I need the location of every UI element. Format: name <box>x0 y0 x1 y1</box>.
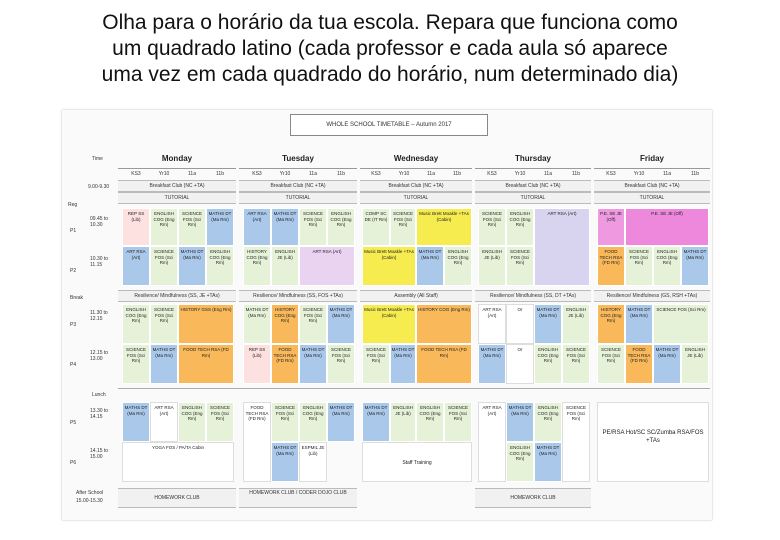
cell-science-fri: SCIENCE FOS (Sci Rm) <box>625 246 653 286</box>
cell-music-p3: Music Brett Moakle +TAs (Cabin) <box>362 304 416 344</box>
cell-art-thu-p3: ART RSA (Art) <box>478 304 506 344</box>
cell-maths-thu-p5: MATHS DT (Ma Rm) <box>506 402 534 442</box>
breakfast-mon: Breakfast Club (NC +TA) <box>118 180 236 192</box>
cell-art-p2: ART RSA (Art) <box>122 246 150 286</box>
row-lunch: Lunch <box>92 392 106 398</box>
cell-music: Music Brett Moakle +TAs (Cabin) <box>416 208 472 246</box>
cell-english-wed-p2: ENGLISH COG (Eng Rm) <box>444 246 472 286</box>
yr10-thu: Yr10 <box>514 171 526 177</box>
11a-fri: 11a <box>663 171 671 177</box>
cell-science-fri-p3: SCIENCE FOS (Sci Rm) <box>653 304 709 344</box>
homework-thu: HOMEWORK CLUB <box>475 488 591 508</box>
cell-or-thu-p4: Or <box>506 344 534 384</box>
cell-art-tue-p2: ART RSA (Art) <box>299 246 355 286</box>
cell-food-tue-p5: FOOD TECH RSA (FD Rm) <box>243 402 271 482</box>
timetable-image <box>62 110 712 520</box>
cell-art-thu: ART RSA (Art) <box>534 208 590 286</box>
cell-science-thu-p5: SCIENCE FOS (Sci Rm) <box>562 402 590 482</box>
cell-english: ENGLISH COG (Eng Rm) <box>150 208 178 246</box>
cell-science-p2: SCIENCE FOS (Sci Rm) <box>150 246 178 286</box>
cell-english-p5: ENGLISH COG (Eng Rm) <box>178 402 206 442</box>
cell-science-p5: SCIENCE FOS (Sci Rm) <box>206 402 234 442</box>
time-after: 15.00-15.30 <box>76 498 103 504</box>
row-reg: Reg <box>68 202 78 208</box>
cell-science-tue-p3: SCIENCE FOS (Sci Rm) <box>299 304 327 344</box>
11b-thu: 11b <box>572 171 580 177</box>
breakfast-tue: Breakfast Club (NC +TA) <box>239 180 357 192</box>
cell-english-wed2-p5: ENGLISH COG (Eng Rm) <box>416 402 444 442</box>
cell-science-thu-p2: SCIENCE FOS (Sci Rm) <box>506 246 534 286</box>
cell-science-p4: SCIENCE FOS (Sci Rm) <box>122 344 150 384</box>
period-p2: P2 <box>70 268 77 274</box>
cell-maths-tue-p6: MATHS DT (Ma Rm) <box>271 442 299 482</box>
cell-espmil-p6: ESPMIL JE (Lib) <box>299 442 327 482</box>
cell-english-fri: ENGLISH COG (Eng Rm) <box>653 246 681 286</box>
cell-english-wed-p5: ENGLISH JE (Lib) <box>390 402 416 442</box>
breakfast-fri: Breakfast Club (NC +TA) <box>594 180 710 192</box>
homework-mon: HOMEWORK CLUB <box>118 488 236 508</box>
heading-line-3: uma vez em cada quadrado do horário, num determinado dia) <box>101 63 679 86</box>
cell-maths-tue2-p3: MATHS DT (Ma Rm) <box>327 304 355 344</box>
time-p2: 10.30 to 11.15 <box>90 256 109 268</box>
cell-maths-tue-p5: MATHS DT (Ma Rm) <box>327 402 355 442</box>
11a-tue: 11a <box>309 171 317 177</box>
breakfast-thu: Breakfast Club (NC +TA) <box>475 180 591 192</box>
break-wed: Assembly (All Staff) <box>360 290 472 302</box>
cell-science-thu-p4: SCIENCE FOS (Sci Rm) <box>562 344 590 384</box>
ks3-fri: KS3 <box>606 171 616 177</box>
11b-wed: 11b <box>453 171 461 177</box>
yr10-tue: Yr10 <box>279 171 291 177</box>
cell-science-wed: SCIENCE FOS (Sci Rm) <box>390 208 416 246</box>
cell-pe-fri-p5: PE/RSA Hot/SC SC/Zumba RSA/FOS +TAs <box>597 402 709 482</box>
cell-maths-p5: MATHS DT (Ma Rm) <box>122 402 150 442</box>
cell-english-thu-p4: ENGLISH COG (Eng Rm) <box>534 344 562 384</box>
11b-mon: 11b <box>216 171 224 177</box>
tutorial-fri: TUTORIAL <box>594 192 710 204</box>
cell-art: ART RSA (Art) <box>243 208 271 246</box>
cell-science-tue-p4: SCIENCE FOS (Sci Rm) <box>327 344 355 384</box>
timetable-title: WHOLE SCHOOL TIMETABLE – Autumn 2017 <box>290 114 488 136</box>
cell-history-tue-p3: HISTORY COG (Eng Rm) <box>271 304 299 344</box>
yr10-mon: Yr10 <box>158 171 170 177</box>
cell-science-fri-p4: SCIENCE FOS (Sci Rm) <box>597 344 625 384</box>
yr10-wed: Yr10 <box>398 171 410 177</box>
tutorial-thu: TUTORIAL <box>475 192 591 204</box>
cell-rep: REP SS (Lib) <box>122 208 150 246</box>
cell-science-tue: SCIENCE FOS (Sci Rm) <box>299 208 327 246</box>
break-thu: Resilience/ Mindfulness (SS, DT +TAs) <box>475 290 591 302</box>
cell-english-thu-p3: ENGLISH JE (Lib) <box>562 304 590 344</box>
cell-english-thu-p6: ENGLISH COG (Eng Rm) <box>506 442 534 482</box>
cell-pe-fri: P.E. SE JE (Off) <box>625 208 709 246</box>
time-p4: 12.15 to 13.00 <box>90 350 109 362</box>
tutorial-wed: TUTORIAL <box>360 192 472 204</box>
time-header: Time <box>92 156 103 162</box>
cell-maths-wed-p4: MATHS DT (Ma Rm) <box>390 344 416 384</box>
cell-englishje-p2: ENGLISH JE (Lib) <box>271 246 299 286</box>
cell-yoga-p6: YOGA FOS / PA/TA Cabin <box>122 442 234 482</box>
cell-food-p4: FOOD TECH RSA (FD Rm) <box>178 344 234 384</box>
cell-maths-p2: MATHS DT (Ma Rm) <box>178 246 206 286</box>
time-p3: 11.30 to 12.15 <box>90 310 108 322</box>
row-after-school: After School <box>76 490 104 496</box>
cell-compsc: COMP SC DE (IT Rm) <box>362 208 390 246</box>
cell-music-p2: Music Brett Moakle +TAs (Cabin) <box>362 246 416 286</box>
break-tue: Resilience/ Mindfulness (SS, FOS +TAs) <box>239 290 357 302</box>
ks3-wed: KS3 <box>371 171 381 177</box>
cell-food-fri-p4: FOOD TECH RSA (FD Rm) <box>625 344 653 384</box>
cell-science-wed-p4: SCIENCE FOS (Sci Rm) <box>362 344 390 384</box>
11b-tue: 11b <box>337 171 345 177</box>
11a-mon: 11a <box>188 171 196 177</box>
cell-maths-tue: MATHS DT (Ma Rm) <box>271 208 299 246</box>
yr10-fri: Yr10 <box>633 171 645 177</box>
cell-art-thu-p5: ART RSA (Art) <box>478 402 506 482</box>
break-mon: Resilience/ Mindfulness (SS, JE +TAs) <box>118 290 236 302</box>
cell-english-tue: ENGLISH COG (Eng Rm) <box>327 208 355 246</box>
cell-or-thu-p3: Or <box>506 304 534 344</box>
cell-maths-fri-p3: MATHS DT (Ma Rm) <box>625 304 653 344</box>
cell-art-p5: ART RSA (Art) <box>150 402 178 442</box>
cell-maths-wed-p2: MATHS DT (Ma Rm) <box>416 246 444 286</box>
day-thursday: Thursday <box>475 150 591 169</box>
period-p3: P3 <box>70 322 77 328</box>
11b-fri: 11b <box>691 171 699 177</box>
row-break: Break <box>70 295 84 301</box>
cell-food-fri: FOOD TECH RSA (FD Rm) <box>597 246 625 286</box>
cell-history-p3: HISTORY GSS (Eng Rm) <box>178 304 234 344</box>
cell-english-thu-p5: ENGLISH COG (Eng Rm) <box>534 402 562 442</box>
time-p6: 14.15 to 15.00 <box>90 448 109 460</box>
cell-maths-tue-p4: MATHS DT (Ma Rm) <box>299 344 327 384</box>
cell-maths-fri-p4: MATHS DT (Ma Rm) <box>653 344 681 384</box>
cell-maths-thu-p6: MATHS DT (Ma Rm) <box>534 442 562 482</box>
cell-food-wed-p4: FOOD TECH RSA (FD Rm) <box>416 344 472 384</box>
breakfast-wed: Breakfast Club (NC +TA) <box>360 180 472 192</box>
cell-staff-training: Staff Training <box>362 442 472 482</box>
cell-english-p2: ENGLISH COG (Eng Rm) <box>206 246 234 286</box>
cell-maths-fri: MATHS DT (Ma Rm) <box>681 246 709 286</box>
cell-science-p3: SCIENCE FOS (Sci Rm) <box>150 304 178 344</box>
ks3-tue: KS3 <box>252 171 262 177</box>
lunch-divider <box>118 388 710 389</box>
ks3-mon: KS3 <box>131 171 141 177</box>
cell-science-thu: SCIENCE FOS (Sci Rm) <box>478 208 506 246</box>
11a-wed: 11a <box>427 171 435 177</box>
page-heading <box>0 10 780 88</box>
cell-english-fri-p4: ENGLISH JE (Lib) <box>681 344 709 384</box>
cell-science: SCIENCE FOS (Sci Rm) <box>178 208 206 246</box>
time-p5: 13.30 to 14.15 <box>90 408 109 420</box>
cell-food-tue-p4: FOOD TECH RSA (FD Rm) <box>271 344 299 384</box>
homework-tue: HOMEWORK CLUB / CODER DOJO CLUB <box>239 488 357 508</box>
day-friday: Friday <box>594 150 710 169</box>
cell-history-wed-p3: HISTORY COG (Eng Rm) <box>416 304 472 344</box>
cell-maths-wed-p5: MATHS DT (Ma Rm) <box>362 402 390 442</box>
period-p4: P4 <box>70 362 77 368</box>
cell-english-thu: ENGLISH COG (Eng Rm) <box>506 208 534 246</box>
cell-english-tue-p5: ENGLISH COG (Eng Rm) <box>299 402 327 442</box>
day-tuesday: Tuesday <box>239 150 357 169</box>
cell-english-p3: ENGLISH COG (Eng Rm) <box>122 304 150 344</box>
tutorial-mon: TUTORIAL <box>118 192 236 204</box>
cell-science-tue-p5: SCIENCE FOS (Sci Rm) <box>271 402 299 442</box>
cell-maths-tue-p3: MATHS DT (Ma Rm) <box>243 304 271 344</box>
heading-line-1: Olha para o horário da tua escola. Repara que funciona como <box>102 11 678 34</box>
period-p5: P5 <box>70 420 77 426</box>
cell-maths: MATHS DT (Ma Rm) <box>206 208 234 246</box>
cell-pe-ks3: P.E. SE JE (Off) <box>597 208 625 246</box>
break-fri: Resilience/ Mindfulness (GS, RSH +TAs) <box>594 290 710 302</box>
11a-thu: 11a <box>544 171 552 177</box>
tutorial-tue: TUTORIAL <box>239 192 357 204</box>
cell-rep-p4: REP SS (Lib) <box>243 344 271 384</box>
cell-english-thu-p2: ENGLISH JE (Lib) <box>478 246 506 286</box>
day-wednesday: Wednesday <box>360 150 472 169</box>
day-monday: Monday <box>118 150 236 169</box>
cell-history-fri-p3: HISTORY COG (Eng Rm) <box>597 304 625 344</box>
cell-maths-thu-p4: MATHS DT (Ma Rm) <box>478 344 506 384</box>
period-p6: P6 <box>70 460 77 466</box>
heading-line-2: um quadrado latino (cada professor e cada aula só aparece <box>112 37 668 60</box>
time-p1: 09.45 to 10.30 <box>90 216 109 228</box>
period-p1: P1 <box>70 228 77 234</box>
cell-history-p2: HISTORY COG (Eng Rm) <box>243 246 271 286</box>
cell-science-wed-p5: SCIENCE FOS (Sci Rm) <box>444 402 472 442</box>
ks3-thu: KS3 <box>487 171 497 177</box>
cell-maths-thu-p3: MATHS DT (Ma Rm) <box>534 304 562 344</box>
cell-maths-p4: MATHS DT (Ma Rm) <box>150 344 178 384</box>
time-reg: 9.00-9.30 <box>88 184 110 190</box>
